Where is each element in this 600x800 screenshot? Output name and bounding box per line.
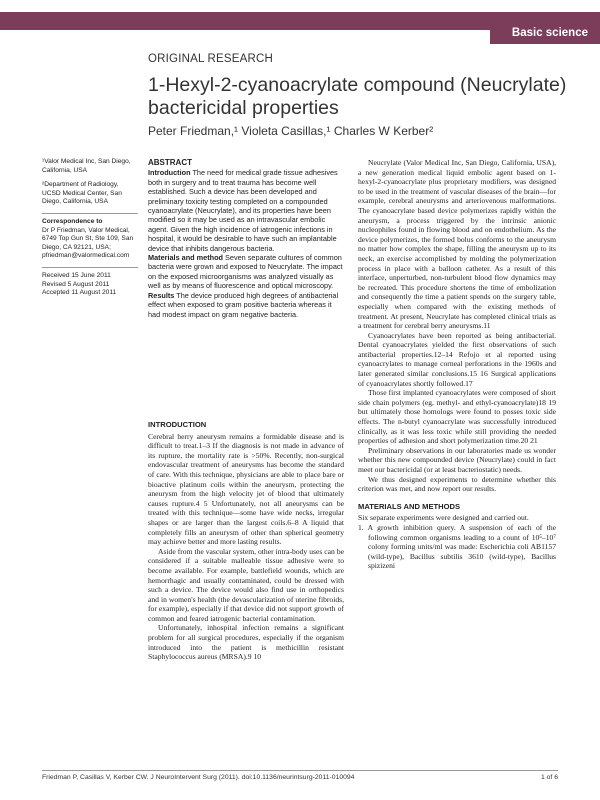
received-date: Received 15 June 2011 (42, 271, 111, 279)
abstract-results (148, 291, 344, 319)
body-paragraph-4: Preliminary observations in our laboratories made us wonder whether this new compounded device (Neucrylate) could in fact meet our bactericidal (or at least bacteriostatic) needs. (358, 445, 556, 474)
footer-divider (42, 770, 558, 771)
article-title: 1-Hexyl-2-cyanoacrylate compound (Neucrylate) bactericidal properties (148, 74, 567, 119)
accepted-date: Accepted 11 August 2011 (42, 289, 117, 297)
intro-paragraph-2: Aside from the vascular system, other intra-body uses can be considered if a suitable malleable tissue adhesive were to become available. For example, battlefield wounds, which are hemorrhagic and usually contaminated, could be dressed with such a device. The device would also find use in orthopedics and in women's health (the devascularization of uterine fibroids, for example), especially if that device did not support growth of common and feared iatrogenic bacterial contamination. (148, 546, 344, 623)
sidebar-divider (42, 267, 138, 268)
category-tag: Basic science (490, 22, 600, 44)
body-paragraph-3: Those first implanted cyanoacrylates were composed of short side chain polymers (eg, methyl- and ethyl-cyanoacrylate)18 19 but ultimately those homologs were found to posses toxic side effects. The n-butyl cyanoacrylate was successfully introduced clinically, as it was less toxic while still providing the needed properties of adhesion and short polymerization time.20 21 (358, 388, 556, 446)
section-gap (358, 494, 556, 502)
methods-list-item-1: 1. A growth inhibition query. A suspension of each of the following common organisms leading to a count of 10⁵–10⁷ colony forming units/ml was made: Escherichia coli AB1157 (wild-type), Bacillus subtilis 3610 (wild-type), Bacillus spizizeni (358, 522, 556, 571)
affiliation-2: ²Department of Radiology, UCSD Medical Center, San Diego, California, USA (42, 181, 122, 206)
page-number: 1 of 6 (540, 774, 558, 781)
abstract-intro-text: The need for medical grade tissue adhesives both in surgery and to treat trauma has become well established. Such a device has been developed and preliminary toxicity testing completed on a compounded cyanoacrylate (Neucrylate), and its properties have been modified so it may be used as an intravascular embolic agent. Given the high incidence of iatrogenic infections in hospital, it would be desirable to have such an implantable device that inhibits dangerous bacteria. (148, 168, 338, 253)
abstract-introduction (148, 168, 344, 253)
abstract-intro-label: Introduction (148, 168, 191, 178)
body-paragraph-1: Neucrylate (Valor Medical Inc, San Diego, California, USA), a new generation medical liquid embolic agent based on 1-hexyl-2-cyanoacrylate plus proprietary modifiers, was designed to be used in the treatment of vascular diseases of the brain—for example, cerebral aneurysms and arteriovenous malformations. The cyanoacrylate based device polymerizes rapidly within the aneurysm, a process triggered by the intrinsic anionic nucleophiles found in flowing blood and on endothelium. As the device polymerizes, the formed bolus conforms to the aneurysm no matter how complex the shape, filling the aneurysm up to its neck, an exercise accomplished by molding the polymerization process in place with a balloon catheter. As a result of this interface, unperturbed, non-turbulent blood flow dynamics may be recreated. This procedure shortens the time of embolization and consequently the time a patient spends on the surgery table, especially when compared with the existing methods of treatment. At present, Neucrylate has completed clinical trials as a treatment for cerebral berry aneurysms.11 (358, 158, 556, 331)
affiliation-1: ¹Valor Medical Inc, San Diego, California, USA (42, 158, 131, 174)
body-paragraph-5: We thus designed experiments to determine whether this criterion was met, and now report our results. (358, 474, 556, 494)
abstract-results-text: The device produced high degrees of antibacterial effect when exposed to gram positive bacteria whereas it had modest impact on gram negative bacteria. (148, 290, 339, 319)
body-column-right (358, 158, 556, 571)
footer-citation: Friedman P, Casillas V, Kerber CW. J NeuroIntervent Surg (2011). doi:10.1136/neurintsurg-2011-010094 (42, 774, 355, 781)
body-paragraph-2: Cyanoacrylates have been reported as being antibacterial. Dental cyanoacrylates yielded the first observations of such antibacterial properties.12–14 Refojo et al reported using cyanoacrylates to manage corneal perforations in the 1960s and later generated similar conclusions.15 16 Surgical applications of cyanoacrylates shortly followed.17 (358, 330, 556, 388)
abstract-methods-label: Materials and method (148, 253, 224, 263)
body-column-left (148, 420, 344, 662)
abstract-results-label: Results (148, 290, 175, 300)
correspondence-heading: Correspondence to (42, 217, 103, 225)
methods-paragraph-1: Six separate experiments were designed and carried out. (358, 513, 529, 523)
abstract-heading: ABSTRACT (148, 158, 192, 167)
section-label: ORIGINAL RESEARCH (148, 53, 274, 65)
journal-banner (0, 0, 600, 44)
correspondence-address: Dr P Friedman, Valor Medical, 6749 Top Gun St, Ste 109, San Diego, CA 92121, USA; pfriedman@valormedical.com (42, 226, 134, 260)
intro-paragraph-1: Cerebral berry aneurysm remains a formidable disease and is difficult to treat.1–3 If the diagnosis is not made in advance of its rupture, the mortality rate is >50%. Recently, non-surgical endovascular treatment of aneurysms has become the standard of care. With this technique, physicians are able to place bare or bioactive platinum coils within the aneurysm, protecting the aneurysm from the high velocity jet of blood that ultimately causes rupture.4 5 Unfortunately, not all aneurysms can be treated with this technique—some have wide necks, irregular shapes or are larger than the largest coils.6–8 A liquid that completely fills an aneurysm of other than spherical geometry may achieve better and more lasting results. (148, 431, 344, 547)
author-list: Peter Friedman,¹ Violeta Casillas,¹ Charles W Kerber² (148, 124, 434, 138)
introduction-heading: INTRODUCTION (148, 420, 207, 429)
abstract-methods-text: Seven separate cultures of common bacteria were grown and exposed to Neucrylate. The impact on the exposed microorganisms was analyzed visually as well as by means of fluorescence and optical microscopy. (148, 253, 343, 291)
abstract (148, 158, 344, 319)
intro-paragraph-3: Unfortunately, inhospital infection remains a significant problem for all surgical procedures, especially if the organism introduced into the patient is methicillin resistant Staphylococcus aureus (MRSA).9 10 (148, 623, 344, 662)
revised-date: Revised 5 August 2011 (42, 280, 110, 288)
article-sidebar (42, 158, 138, 298)
abstract-methods (148, 253, 344, 291)
methods-heading: MATERIALS AND METHODS (358, 501, 461, 511)
sidebar-divider (42, 213, 138, 214)
